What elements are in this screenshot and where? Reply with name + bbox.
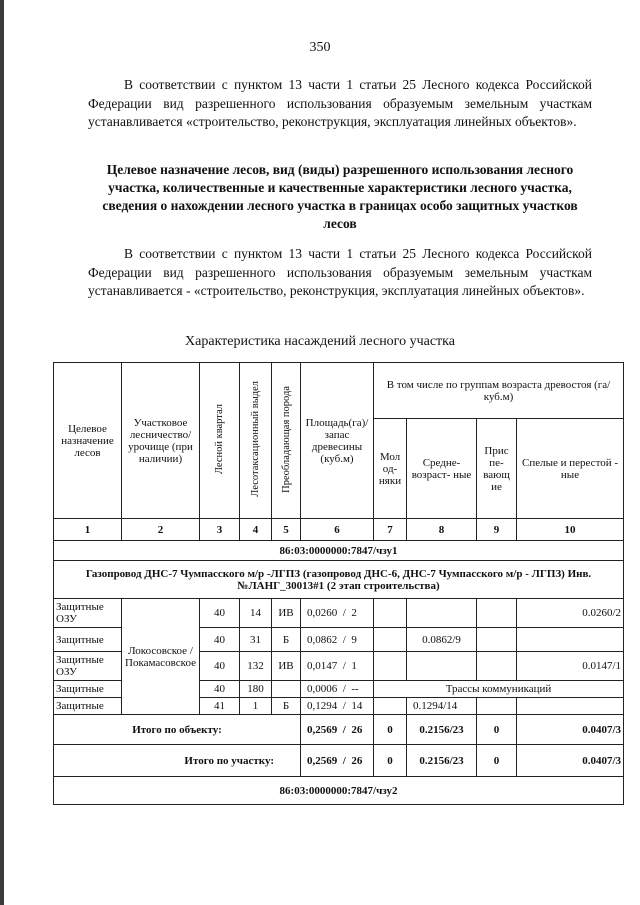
cell-section: 1 bbox=[240, 698, 272, 715]
cell-section: 14 bbox=[240, 599, 272, 628]
col-number: 4 bbox=[240, 519, 272, 541]
second-paragraph bbox=[88, 245, 592, 301]
total-plot-maturing: 0 bbox=[477, 745, 517, 777]
header-species bbox=[272, 363, 301, 519]
stock-value: 1 bbox=[351, 660, 357, 672]
slash: / bbox=[342, 683, 346, 695]
slash: / bbox=[342, 607, 346, 619]
slash: / bbox=[342, 700, 346, 712]
total-object-young: 0 bbox=[374, 715, 407, 745]
scan-edge bbox=[0, 0, 4, 905]
header-area: Площадь(га)/ запас древесины (куб.м) bbox=[301, 363, 374, 519]
cell-quarter: 40 bbox=[200, 599, 240, 628]
cell-area bbox=[301, 698, 374, 715]
cell-middle bbox=[407, 599, 477, 628]
cell-purpose: Защитные ОЗУ bbox=[54, 652, 122, 681]
area-value: 0,0006 bbox=[307, 683, 338, 695]
cell-area bbox=[301, 652, 374, 681]
col-number: 9 bbox=[477, 519, 517, 541]
slash: / bbox=[342, 660, 346, 672]
col-number: 1 bbox=[54, 519, 122, 541]
cell-species: ИВ bbox=[272, 652, 301, 681]
cadastral-number-1: 86:03:0000000:7847/чзу1 bbox=[54, 541, 624, 561]
cell-maturing bbox=[477, 628, 517, 652]
cell-middle bbox=[407, 652, 477, 681]
cell-young bbox=[374, 698, 407, 715]
cell-purpose: Защитные bbox=[54, 628, 122, 652]
cell-mature: 0.0147/1 bbox=[517, 652, 624, 681]
area-value: 0,1294 bbox=[307, 700, 338, 712]
header-section bbox=[240, 363, 272, 519]
stock-value: 2 bbox=[351, 607, 357, 619]
total-object-label: Итого по объекту: bbox=[54, 715, 301, 745]
col-number: 7 bbox=[374, 519, 407, 541]
stock-value: 26 bbox=[351, 754, 363, 767]
cell-quarter: 40 bbox=[200, 652, 240, 681]
cell-quarter: 40 bbox=[200, 681, 240, 698]
cell-area bbox=[301, 681, 374, 698]
header-species-label: Преобладающая порода bbox=[280, 385, 292, 493]
total-object-mature: 0.0407/3 bbox=[517, 715, 624, 745]
cell-middle: 0.1294/14 bbox=[407, 698, 477, 715]
area-value: 0,0147 bbox=[307, 660, 338, 672]
header-quarter bbox=[200, 363, 240, 519]
cell-maturing bbox=[477, 698, 517, 715]
col-number: 3 bbox=[200, 519, 240, 541]
cell-species bbox=[272, 681, 301, 698]
stock-value: 14 bbox=[351, 700, 363, 712]
second-paragraph-text: В соответствии с пунктом 13 части 1 статьи 25 Лесного кодекса Российской Федерации вид разрешенного использования образуемым земельным участкам устанавливается - «строительство, реконструкция, эксплуатация линейных объектов». bbox=[88, 246, 592, 298]
col-number: 6 bbox=[301, 519, 374, 541]
col-number: 2 bbox=[122, 519, 200, 541]
col-number: 10 bbox=[517, 519, 624, 541]
area-value: 0,0862 bbox=[307, 633, 338, 646]
total-object-row bbox=[54, 715, 624, 745]
header-maturing: Прис пе- вающ ие bbox=[477, 419, 517, 519]
table-row bbox=[54, 599, 624, 628]
header-forestry: Участковое лесничество/ урочище (при наличии) bbox=[122, 363, 200, 519]
area-value: 0,0260 bbox=[307, 607, 338, 619]
cell-mature bbox=[517, 628, 624, 652]
cell-forestry: Локосовское / Покамасовское bbox=[122, 599, 200, 715]
cell-species: Б bbox=[272, 628, 301, 652]
header-section-label: Лесотаксационный выдел bbox=[250, 381, 261, 497]
total-plot-area bbox=[301, 745, 374, 777]
total-plot-label: Итого по участку: bbox=[54, 745, 301, 777]
intro-paragraph bbox=[88, 76, 592, 132]
table-title: Характеристика насаждений лесного участка bbox=[185, 334, 455, 349]
total-object-maturing: 0 bbox=[477, 715, 517, 745]
total-plot-middle: 0.2156/23 bbox=[407, 745, 477, 777]
total-plot-mature: 0.0407/3 bbox=[517, 745, 624, 777]
cell-section: 31 bbox=[240, 628, 272, 652]
cell-section: 132 bbox=[240, 652, 272, 681]
cell-young bbox=[374, 652, 407, 681]
slash: / bbox=[342, 633, 346, 646]
cell-species: ИВ bbox=[272, 599, 301, 628]
total-plot-young: 0 bbox=[374, 745, 407, 777]
header-middle: Средне- возраст- ные bbox=[407, 419, 477, 519]
cell-maturing bbox=[477, 599, 517, 628]
slash: / bbox=[342, 754, 346, 767]
cell-species: Б bbox=[272, 698, 301, 715]
cell-purpose: Защитные bbox=[54, 681, 122, 698]
header-quarter-label: Лесной квартал bbox=[214, 403, 225, 475]
section-heading: Целевое назначение лесов, вид (виды) разрешенного использования лесного участка, количественные и качественные характеристики лесного участка, сведения о нахождении лесного участка в границах особо защитных участков лесов bbox=[102, 162, 578, 231]
total-object-middle: 0.2156/23 bbox=[407, 715, 477, 745]
cell-area bbox=[301, 628, 374, 652]
intro-paragraph-text: В соответствии с пунктом 13 части 1 статьи 25 Лесного кодекса Российской Федерации вид разрешенного использования образуемым земельным участкам устанавливается «строительство, реконструкция, эксплуатация линейных объектов». bbox=[88, 77, 592, 129]
col-number: 5 bbox=[272, 519, 301, 541]
cell-section: 180 bbox=[240, 681, 272, 698]
page-number: 350 bbox=[309, 40, 331, 55]
cell-middle: 0.0862/9 bbox=[407, 628, 477, 652]
cell-note: Трассы коммуникаций bbox=[374, 681, 624, 698]
header-young: Мол од- няки bbox=[374, 419, 407, 519]
stock-value: 9 bbox=[351, 633, 357, 646]
cell-young bbox=[374, 599, 407, 628]
stock-value: 26 bbox=[351, 723, 363, 736]
stock-value: -- bbox=[351, 683, 359, 695]
object-title: Газопровод ДНС-7 Чумпасского м/р -ЛГПЗ (газопровод ДНС-6, ДНС-7 Чумпасского м/р - ЛГПЗ) Инв. №ЛАНГ_30013#1 (2 этап строительства) bbox=[54, 561, 624, 599]
cell-maturing bbox=[477, 652, 517, 681]
cell-quarter: 41 bbox=[200, 698, 240, 715]
area-value: 0,2569 bbox=[307, 754, 338, 767]
header-age-group: В том числе по группам возраста древостоя (га/куб.м) bbox=[374, 363, 624, 419]
cell-mature: 0.0260/2 bbox=[517, 599, 624, 628]
cell-young bbox=[374, 628, 407, 652]
cell-mature bbox=[517, 698, 624, 715]
slash: / bbox=[342, 723, 346, 736]
header-mature: Спелые и перестой - ные bbox=[517, 419, 624, 519]
forest-stand-table bbox=[53, 362, 624, 805]
cell-purpose: Защитные bbox=[54, 698, 122, 715]
cell-purpose: Защитные ОЗУ bbox=[54, 599, 122, 628]
cell-quarter: 40 bbox=[200, 628, 240, 652]
total-object-area bbox=[301, 715, 374, 745]
col-number: 8 bbox=[407, 519, 477, 541]
area-value: 0,2569 bbox=[307, 723, 338, 736]
total-plot-row bbox=[54, 745, 624, 777]
header-purpose: Целевое назначение лесов bbox=[54, 363, 122, 519]
cadastral-number-2: 86:03:0000000:7847/чзу2 bbox=[54, 777, 624, 805]
cell-area bbox=[301, 599, 374, 628]
